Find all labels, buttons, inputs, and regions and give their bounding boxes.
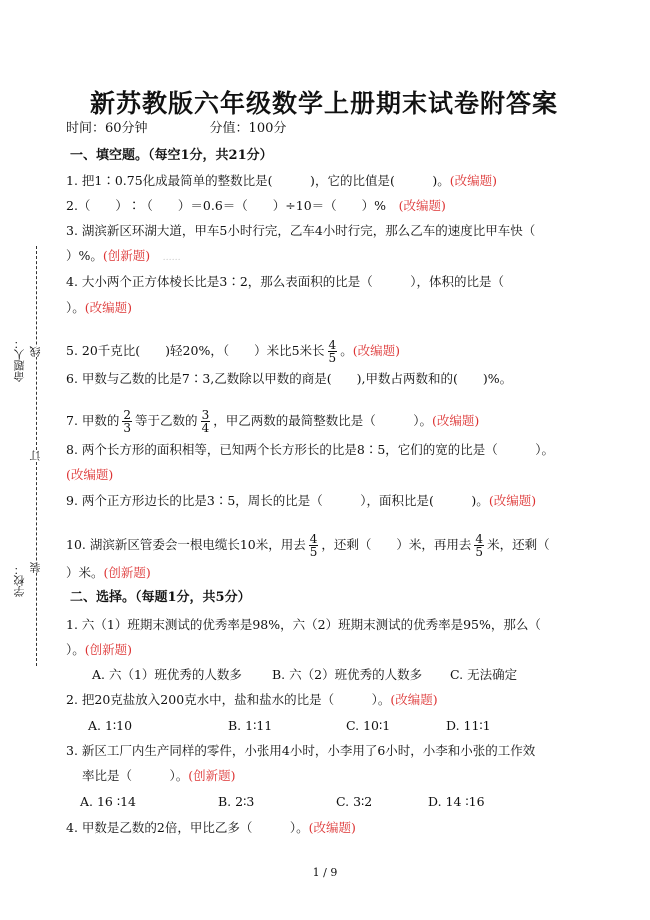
s1-question-5 (66, 336, 400, 366)
question-text: 率比是（ ）。 (82, 768, 189, 783)
s1-question-7 (66, 406, 479, 436)
option-a: A. 16 ∶14 (80, 794, 137, 809)
total-score: 分值：100分 (209, 121, 287, 136)
question-text: ）。 (66, 300, 85, 315)
option-c: C. 无法确定 (450, 667, 518, 682)
question-text: 4. 甲数是乙数的2倍，甲比乙多（ ）。 (66, 820, 309, 835)
question-text: 3. 湖滨新区环湖大道，甲车5小时行完，乙车4小时行完，那么乙车的速度比甲车快（ (66, 223, 536, 238)
s1-question-10-cont (66, 565, 151, 581)
s2-q3-options (80, 794, 485, 810)
question-tag: (创新题) (103, 565, 151, 580)
option-a: A. 1∶10 (88, 718, 133, 733)
option-d: D. 14 ∶16 (428, 794, 485, 809)
s1-question-8 (66, 442, 554, 458)
fraction: $\frac{4}{5}$ (309, 532, 318, 559)
question-tag: (改编题) (66, 467, 114, 482)
s1-question-8-cont (66, 467, 113, 483)
s2-question-1-cont (66, 642, 132, 658)
question-tag: (改编题) (398, 198, 446, 213)
s1-question-9 (66, 493, 536, 509)
option-c: C. 10∶1 (346, 718, 391, 733)
option-c: C. 3∶2 (336, 794, 373, 809)
question-text: ）米。 (66, 565, 104, 580)
option-b: B. 1∶11 (228, 718, 273, 733)
section2-header: 二、选择。（每题1分，共5分） (70, 590, 251, 605)
question-tag: (改编题) (352, 343, 400, 358)
option-b: B. 2∶3 (218, 794, 255, 809)
s1-question-6 (66, 371, 512, 387)
question-text: 10. 湖滨新区管委会一根电缆长10米，用去 (66, 537, 306, 552)
question-text: 4. 大小两个正方体棱长比是3∶2，那么表面积的比是（ ），体积的比是（ (66, 274, 505, 289)
question-text: 7. 甲数的 (66, 413, 120, 428)
question-tag: (创新题) (188, 768, 236, 783)
s1-question-4 (66, 274, 504, 290)
question-text: 1. 六（1）班期末测试的优秀率是98%，六（2）班期末测试的优秀率是95%，那么（ (66, 617, 541, 632)
faint-mark: …… (162, 253, 181, 263)
margin-line-mark: 线 (29, 346, 42, 357)
question-text: 等于乙数的 (135, 413, 198, 428)
time-limit: 时间：60分钟 (66, 121, 148, 136)
s2-question-1 (66, 617, 541, 633)
question-text: 2. 把20克盐放入200克水中，盐和盐水的比是（ ）。 (66, 692, 391, 707)
question-text: 。 (340, 343, 353, 358)
page-number: 1 / 9 (312, 866, 338, 879)
option-a: A. 六（1）班优秀的人数多 (92, 667, 242, 682)
s1-question-3-cont (66, 248, 181, 266)
question-tag: (改编题) (449, 173, 497, 188)
s2-question-3-cont (82, 768, 236, 784)
question-tag: (改编题) (308, 820, 356, 835)
question-text: ）。 (66, 642, 85, 657)
s1-question-4-cont (66, 300, 132, 316)
question-tag: (改编题) (431, 413, 480, 428)
question-text: 5. 20千克比( )轻20%，（ ）米比5米长 (66, 343, 325, 358)
s2-q1-options (92, 667, 517, 683)
preparer-label: 命题人： (13, 338, 26, 382)
s2-question-2 (66, 692, 438, 708)
question-text: ，还剩（ ）米，再用去 (321, 537, 472, 552)
school-label: 学校： (13, 564, 26, 597)
s1-question-1 (66, 173, 497, 189)
s1-question-10 (66, 530, 550, 560)
exam-meta (66, 117, 286, 136)
question-text: ）%。 (66, 248, 103, 263)
s2-question-3 (66, 743, 535, 759)
margin-zhuang-mark: 装 (29, 562, 42, 573)
question-tag: (创新题) (102, 248, 151, 263)
fraction: $\frac{4}{5}$ (328, 338, 337, 365)
margin-ding-mark: 订 (29, 450, 42, 461)
s1-question-2 (66, 198, 446, 214)
question-text: 3. 新区工厂内生产同样的零件，小张用4小时，小李用了6小时，小李和小张的工作效 (66, 743, 536, 758)
fraction: $\frac{2}{3}$ (123, 408, 132, 435)
question-text: 8. 两个长方形的面积相等，已知两个长方形长的比是8∶5，它们的宽的比是（ ）。 (66, 442, 555, 457)
question-tag: (改编题) (84, 300, 133, 315)
fraction: $\frac{3}{4}$ (201, 408, 210, 435)
s2-q2-options (88, 718, 491, 734)
question-tag: (改编题) (488, 493, 537, 508)
fraction: $\frac{4}{5}$ (475, 532, 484, 559)
binding-margin (14, 246, 48, 666)
question-tag: (改编题) (390, 692, 438, 707)
question-text: 2.（ ）∶（ ）＝0.6＝（ ）÷10＝（ ）% (66, 198, 387, 213)
question-text: 1. 把1∶0.75化成最简单的整数比是( )，它的比值是( )。 (66, 173, 450, 188)
question-text: 6. 甲数与乙数的比是7∶3,乙数除以甲数的商是( ),甲数占两数和的( )%。 (66, 371, 513, 386)
question-tag: (创新题) (84, 642, 133, 657)
option-d: D. 11∶1 (446, 718, 491, 733)
question-text: ，甲乙两数的最简整数比是（ ）。 (213, 413, 432, 428)
question-text: 米，还剩（ (487, 537, 550, 552)
s2-question-4 (66, 820, 356, 836)
s1-question-3 (66, 223, 535, 239)
option-b: B. 六（2）班优秀的人数多 (272, 667, 423, 682)
page-title: 新苏教版六年级数学上册期末试卷附答案 (90, 89, 559, 118)
question-text: 9. 两个正方形边长的比是3∶5，周长的比是（ ），面积比是( )。 (66, 493, 489, 508)
section1-header: 一、填空题。（每空1分，共21分） (70, 148, 273, 163)
